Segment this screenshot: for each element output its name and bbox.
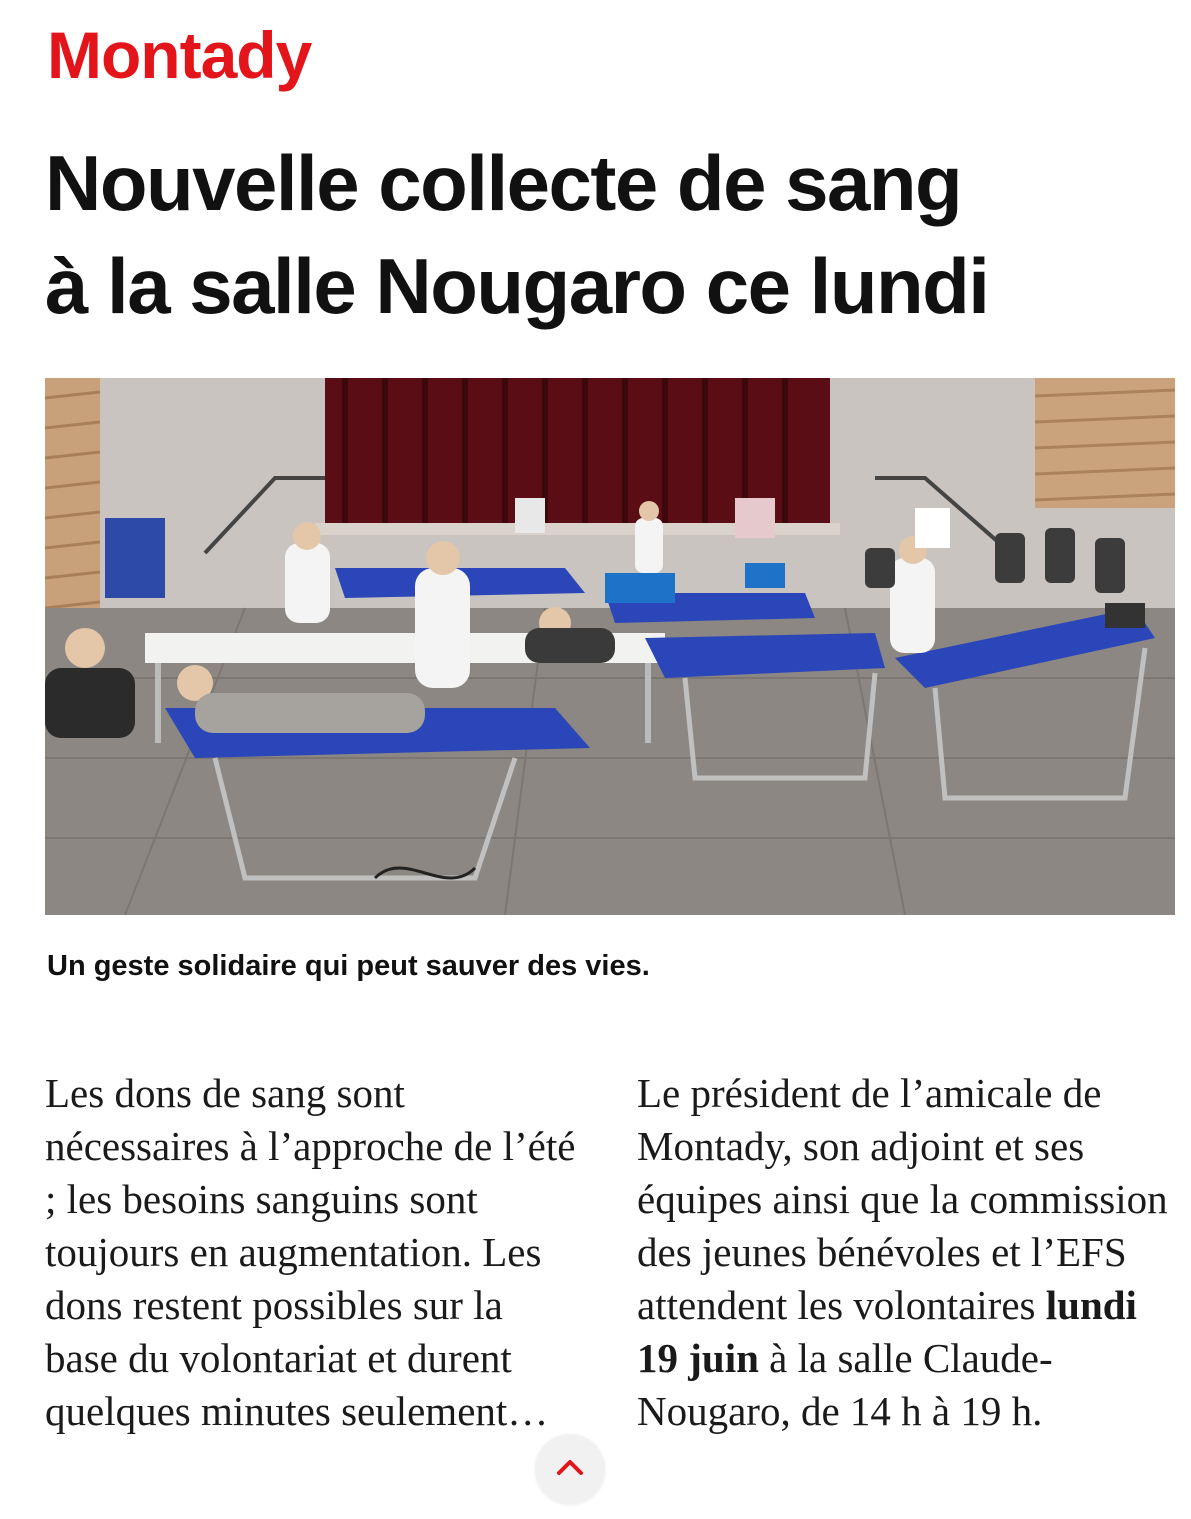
body-column-right xyxy=(637,1067,1177,1438)
photo-caption: Un geste solidaire qui peut sauver des vies. xyxy=(47,950,650,982)
event-date: lundi 19 juin xyxy=(637,1282,1137,1381)
body-right-text-1: Le président de l’amicale de Montady, son adjoint et ses équipes ainsi que la commission des jeunes bénévoles et l’EFS attendent les volontaires xyxy=(637,1070,1168,1328)
body-column-left: Les dons de sang sont nécessaires à l’approche de l’été ; les besoins sanguins sont toujours en augmentation. Les dons restent possibles sur la base du volontariat et durent quelques minutes seulement… xyxy=(45,1070,576,1434)
headline-line-2: à la salle Nougaro ce lundi xyxy=(45,242,989,330)
section-kicker: Montady xyxy=(47,18,312,92)
article-photo xyxy=(45,378,1175,915)
headline-line-1: Nouvelle collecte de sang xyxy=(45,139,962,227)
body-right-text-2: à la salle Claude-Nougaro, de 14 h à 19 h. xyxy=(637,1335,1053,1434)
chevron-up-icon xyxy=(555,1457,585,1482)
article-headline xyxy=(45,132,1165,338)
scroll-to-top-button[interactable] xyxy=(535,1434,605,1504)
